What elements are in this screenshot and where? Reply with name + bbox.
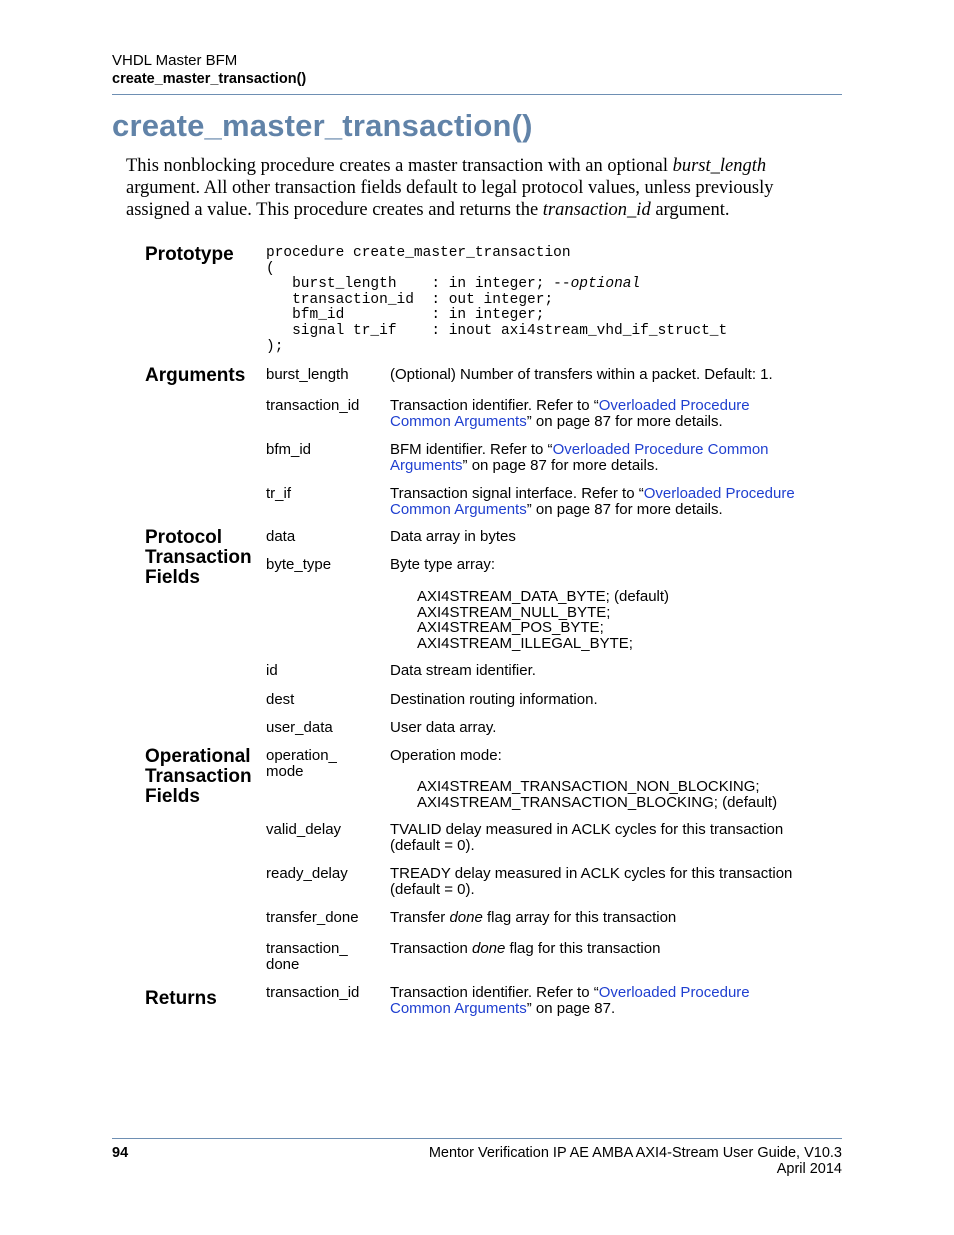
intro-paragraph: This nonblocking procedure creates a master transaction with an optional burst_length argument. All other transaction fields default to legal protocol values, unless previously assigned a value. This procedure creates and returns the transaction_id argument.: [126, 156, 774, 220]
arg-desc-tr-if: Transaction signal interface. Refer to “Overloaded Procedure Common Arguments” on page 87 for more details.: [390, 485, 795, 518]
field-term-data: data: [266, 528, 296, 545]
field-desc-operation-mode: Operation mode:: [390, 747, 502, 764]
prototype-code: procedure create_master_transaction ( burst_length : in integer; --optional transaction_id : out integer; bfm_id : in integer; signal tr_if : inout axi4stream_vhd_if_struct_t );: [266, 245, 728, 355]
returns-term: transaction_id: [266, 984, 360, 1001]
field-term-id: id: [266, 662, 278, 679]
common-arguments-link[interactable]: Arguments: [390, 456, 463, 474]
arg-term-burst-length: burst_length: [266, 366, 349, 383]
field-term-transaction-done: transaction_ done: [266, 940, 348, 973]
common-arguments-link[interactable]: Common Arguments: [390, 500, 527, 518]
page-title: create_master_transaction(): [112, 108, 533, 143]
field-desc-ready-delay: TREADY delay measured in ACLK cycles for this transaction (default = 0).: [390, 865, 793, 898]
field-term-transfer-done: transfer_done: [266, 909, 359, 926]
overloaded-procedure-link[interactable]: Overloaded Procedure Common: [552, 441, 769, 458]
field-desc-dest: Destination routing information.: [390, 691, 598, 708]
page-number: 94: [112, 1145, 129, 1161]
field-desc-byte-type: Byte type array:: [390, 556, 496, 573]
field-term-operation-mode: operation_ mode: [266, 747, 337, 780]
field-desc-id: Data stream identifier.: [390, 662, 536, 679]
arg-desc-burst-length: (Optional) Number of transfers within a packet. Default: 1.: [390, 366, 773, 383]
field-desc-user-data: User data array.: [390, 719, 497, 736]
prototype-label: Prototype: [145, 244, 234, 265]
footer-doc-title: Mentor Verification IP AE AMBA AXI4-Stream User Guide, V10.3: [428, 1145, 842, 1161]
footer-date: April 2014: [776, 1161, 842, 1177]
arg-term-bfm-id: bfm_id: [266, 441, 312, 458]
overloaded-procedure-link[interactable]: Overloaded Procedure: [643, 485, 795, 502]
field-desc-data: Data array in bytes: [390, 528, 516, 545]
returns-desc: Transaction identifier. Refer to “Overloaded Procedure Common Arguments” on page 87.: [390, 984, 750, 1017]
field-desc-transaction-done: Transaction done flag for this transaction: [390, 940, 661, 957]
footer-rule: [112, 1138, 842, 1139]
operational-fields-label: Operational Transaction Fields: [145, 746, 252, 807]
field-desc-transfer-done: Transfer done flag array for this transaction: [390, 909, 677, 926]
field-term-dest: dest: [266, 691, 295, 708]
arg-desc-transaction-id: Transaction identifier. Refer to “Overloaded Procedure Common Arguments” on page 87 for more details.: [390, 397, 750, 430]
operation-mode-values: AXI4STREAM_TRANSACTION_NON_BLOCKING; AXI4STREAM_TRANSACTION_BLOCKING; (default): [417, 778, 778, 811]
footer-doc-info: [429, 1145, 842, 1177]
header-rule: [112, 94, 842, 95]
field-term-ready-delay: ready_delay: [266, 865, 348, 882]
field-term-byte-type: byte_type: [266, 556, 332, 573]
common-arguments-link[interactable]: Common Arguments: [390, 999, 527, 1017]
field-term-user-data: user_data: [266, 719, 333, 736]
running-header-subsection: create_master_transaction(): [112, 71, 307, 87]
overloaded-procedure-link[interactable]: Overloaded Procedure: [598, 984, 750, 1001]
common-arguments-link[interactable]: Common Arguments: [390, 412, 527, 430]
byte-type-values: AXI4STREAM_DATA_BYTE; (default) AXI4STREAM_NULL_BYTE; AXI4STREAM_POS_BYTE; AXI4STREAM_ILLEGAL_BYTE;: [417, 588, 670, 652]
arguments-label: Arguments: [145, 365, 246, 386]
field-term-valid-delay: valid_delay: [266, 821, 342, 838]
returns-label: Returns: [145, 988, 217, 1009]
field-desc-valid-delay: TVALID delay measured in ACLK cycles for this transaction (default = 0).: [390, 821, 784, 854]
arg-term-tr-if: tr_if: [266, 485, 292, 502]
overloaded-procedure-link[interactable]: Overloaded Procedure: [598, 397, 750, 414]
protocol-fields-label: Protocol Transaction Fields: [145, 527, 252, 588]
running-header-section: VHDL Master BFM: [112, 52, 238, 69]
arg-desc-bfm-id: BFM identifier. Refer to “Overloaded Procedure Common Arguments” on page 87 for more details.: [390, 441, 769, 474]
arg-term-transaction-id: transaction_id: [266, 397, 360, 414]
